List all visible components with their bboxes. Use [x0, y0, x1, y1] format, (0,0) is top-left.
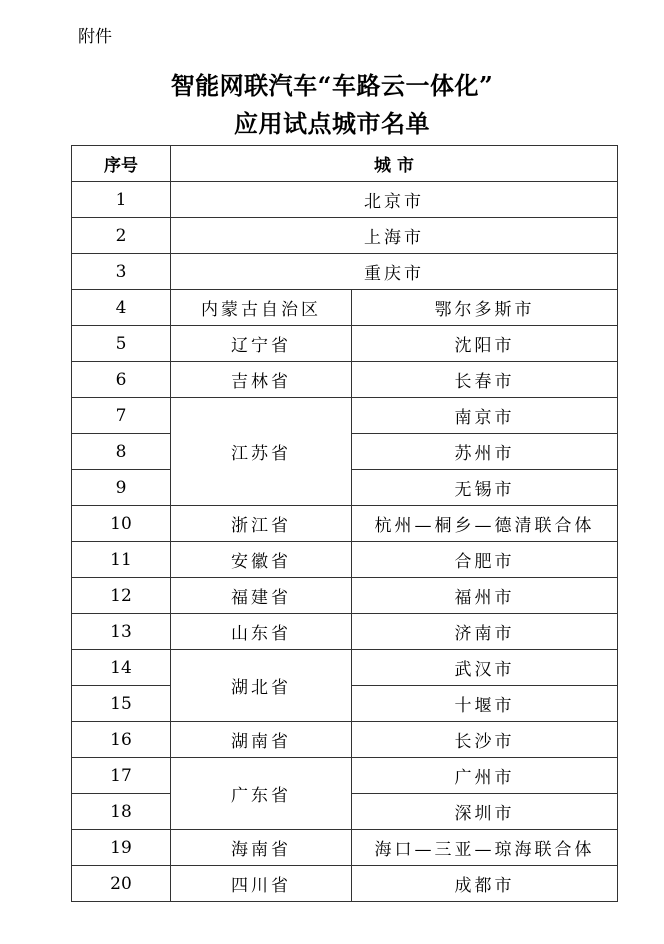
header-index: 序号	[72, 146, 171, 182]
row-city: 成都市	[352, 866, 618, 902]
document-title-line-1: 智能网联汽车“车路云一体化”	[170, 71, 494, 100]
row-city: 十堰市	[352, 686, 618, 722]
row-city: 鄂尔多斯市	[352, 290, 618, 326]
row-province: 湖北省	[171, 650, 352, 722]
row-city: 南京市	[352, 398, 618, 434]
row-city: 广州市	[352, 758, 618, 794]
row-city: 武汉市	[352, 650, 618, 686]
row-index: 15	[72, 686, 171, 722]
row-index: 12	[72, 578, 171, 614]
row-city: 海口—三亚—琼海联合体	[352, 830, 618, 866]
table-row	[72, 398, 618, 434]
attachment-label: 附件	[78, 27, 112, 47]
row-province: 江苏省	[171, 398, 352, 506]
row-province: 内蒙古自治区	[171, 290, 352, 326]
table-row	[72, 578, 618, 614]
row-index: 14	[72, 650, 171, 686]
document-title-line-2: 应用试点城市名单	[234, 109, 430, 138]
table-row	[72, 218, 618, 254]
row-province: 广东省	[171, 758, 352, 830]
table-row	[72, 542, 618, 578]
table-row	[72, 830, 618, 866]
row-city: 杭州—桐乡—德清联合体	[352, 506, 618, 542]
row-city: 无锡市	[352, 470, 618, 506]
row-city: 深圳市	[352, 794, 618, 830]
row-city: 长春市	[352, 362, 618, 398]
row-province: 山东省	[171, 614, 352, 650]
row-index: 1	[72, 182, 171, 218]
row-city: 福州市	[352, 578, 618, 614]
row-index: 20	[72, 866, 171, 902]
table-row	[72, 182, 618, 218]
row-index: 19	[72, 830, 171, 866]
row-city: 上海市	[171, 218, 618, 254]
header-city: 城 市	[171, 146, 618, 182]
table-row	[72, 362, 618, 398]
row-index: 6	[72, 362, 171, 398]
row-province: 四川省	[171, 866, 352, 902]
row-city: 济南市	[352, 614, 618, 650]
row-province: 安徽省	[171, 542, 352, 578]
row-province: 浙江省	[171, 506, 352, 542]
row-index: 7	[72, 398, 171, 434]
row-index: 2	[72, 218, 171, 254]
row-city: 沈阳市	[352, 326, 618, 362]
row-index: 10	[72, 506, 171, 542]
row-city: 苏州市	[352, 434, 618, 470]
row-province: 湖南省	[171, 722, 352, 758]
table-row	[72, 722, 618, 758]
table-row	[72, 326, 618, 362]
table-row	[72, 614, 618, 650]
row-index: 5	[72, 326, 171, 362]
table-row	[72, 650, 618, 686]
row-index: 3	[72, 254, 171, 290]
row-index: 8	[72, 434, 171, 470]
table-header-row	[72, 146, 618, 182]
row-index: 4	[72, 290, 171, 326]
row-city: 重庆市	[171, 254, 618, 290]
table-row	[72, 254, 618, 290]
row-index: 17	[72, 758, 171, 794]
table-row	[72, 866, 618, 902]
row-city: 长沙市	[352, 722, 618, 758]
row-index: 16	[72, 722, 171, 758]
row-province: 福建省	[171, 578, 352, 614]
row-index: 11	[72, 542, 171, 578]
table-row	[72, 506, 618, 542]
row-index: 9	[72, 470, 171, 506]
row-province: 吉林省	[171, 362, 352, 398]
pilot-city-table	[71, 145, 618, 902]
row-index: 13	[72, 614, 171, 650]
row-city: 合肥市	[352, 542, 618, 578]
row-province: 辽宁省	[171, 326, 352, 362]
row-city: 北京市	[171, 182, 618, 218]
row-index: 18	[72, 794, 171, 830]
table-row	[72, 758, 618, 794]
table-row	[72, 290, 618, 326]
row-province: 海南省	[171, 830, 352, 866]
